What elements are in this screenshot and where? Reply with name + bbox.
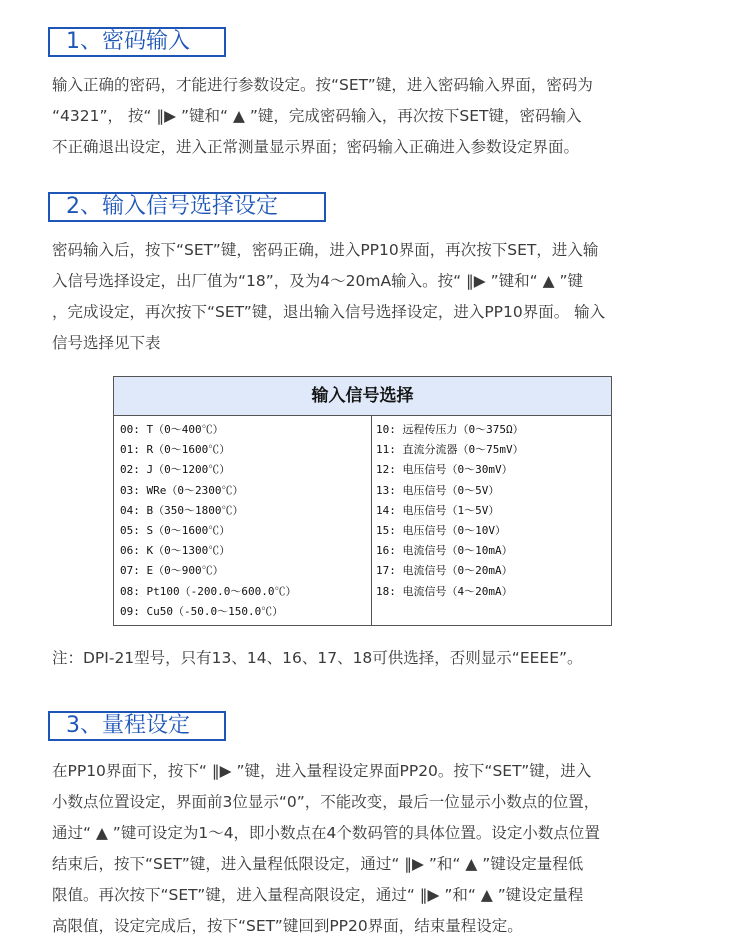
paragraph-line: 通过“ ▲ ”键可设定为1～4，即小数点在4个数码管的具体位置。设定小数点位置 <box>52 824 600 842</box>
table-right-column <box>376 420 524 602</box>
table-cell: 06: K（0～1300℃） <box>120 544 231 558</box>
table-cell: 18: 电流信号（4～20mA） <box>376 584 513 598</box>
section-1-text <box>52 70 712 163</box>
column-divider <box>371 416 372 626</box>
table-left-column <box>120 420 296 622</box>
table-cell: 10: 远程传压力（0～375Ω） <box>376 423 524 436</box>
paragraph-line: 不正确退出设定，进入正常测量显示界面；密码输入正确进入参数设定界面。 <box>52 138 580 156</box>
table-cell: 09: Cu50（-50.0～150.0℃） <box>120 604 284 618</box>
paragraph-line: 输入正确的密码，才能进行参数设定。按“SET”键，进入密码输入界面，密码为 <box>52 76 593 94</box>
section-2-text <box>52 235 712 359</box>
section-2-title: 2、输入信号选择设定 <box>48 192 326 222</box>
table-cell: 01: R（0～1600℃） <box>120 443 231 457</box>
paragraph-line: 信号选择见下表 <box>52 334 161 352</box>
table-cell: 15: 电压信号（0～10V） <box>376 523 506 537</box>
table-cell: 14: 电压信号（1～5V） <box>376 503 500 517</box>
paragraph-line: 高限值，设定完成后，按下“SET”键回到PP20界面，结束量程设定。 <box>52 917 523 935</box>
table-cell: 00: T（0～400℃） <box>120 423 224 436</box>
table-title: 输入信号选择 <box>114 377 611 416</box>
paragraph-line: ，完成设定，再次按下“SET”键，退出输入信号选择设定，进入PP10界面。 输入 <box>52 303 606 321</box>
paragraph-line: 限值。再次按下“SET”键，进入量程高限设定，通过“ ‖▶ ”和“ ▲ ”键设定量程 <box>52 886 584 904</box>
table-body <box>114 416 611 626</box>
input-signal-table <box>113 376 612 626</box>
paragraph-line: 小数点位置设定，界面前3位显示“0”，不能改变，最后一位显示小数点的位置， <box>52 793 600 811</box>
paragraph-line: 结束后，按下“SET”键，进入量程低限设定，通过“ ‖▶ ”和“ ▲ ”键设定量程低 <box>52 855 584 873</box>
table-cell: 02: J（0～1200℃） <box>120 463 231 477</box>
table-cell: 11: 直流分流器（0～75mV） <box>376 443 524 457</box>
paragraph-line: 在PP10界面下，按下“ ‖▶ ”键，进入量程设定界面PP20。按下“SET”键，进入 <box>52 762 592 780</box>
table-cell: 07: E（0～900℃） <box>120 564 224 578</box>
table-cell: 12: 电压信号（0～30mV） <box>376 463 513 477</box>
paragraph-line: “4321”， 按“ ‖▶ ”键和“ ▲ ”键，完成密码输入，再次按下SET键，密码输入 <box>52 107 582 125</box>
table-cell: 04: B（350～1800℃） <box>120 503 244 517</box>
table-cell: 13: 电压信号（0～5V） <box>376 483 500 497</box>
table-cell: 16: 电流信号（0～10mA） <box>376 544 513 558</box>
paragraph-line: 密码输入后，按下“SET”键，密码正确，进入PP10界面，再次按下SET，进入输 <box>52 241 599 259</box>
paragraph-line: 入信号选择设定，出厂值为“18”，及为4～20mA输入。按“ ‖▶ ”键和“ ▲ ”键 <box>52 272 583 290</box>
table-cell: 08: Pt100（-200.0～600.0℃） <box>120 584 297 598</box>
table-cell: 03: WRe（0～2300℃） <box>120 483 244 497</box>
section-3-title: 3、量程设定 <box>48 711 226 741</box>
table-cell: 17: 电流信号（0～20mA） <box>376 564 513 578</box>
section-1-title: 1、密码输入 <box>48 27 226 57</box>
table-cell: 05: S（0～1600℃） <box>120 523 231 537</box>
table-note: 注：DPI-21型号，只有13、14、16、17、18可供选择，否则显示“EEEE”。 <box>52 649 583 667</box>
section-3-text <box>52 756 712 942</box>
